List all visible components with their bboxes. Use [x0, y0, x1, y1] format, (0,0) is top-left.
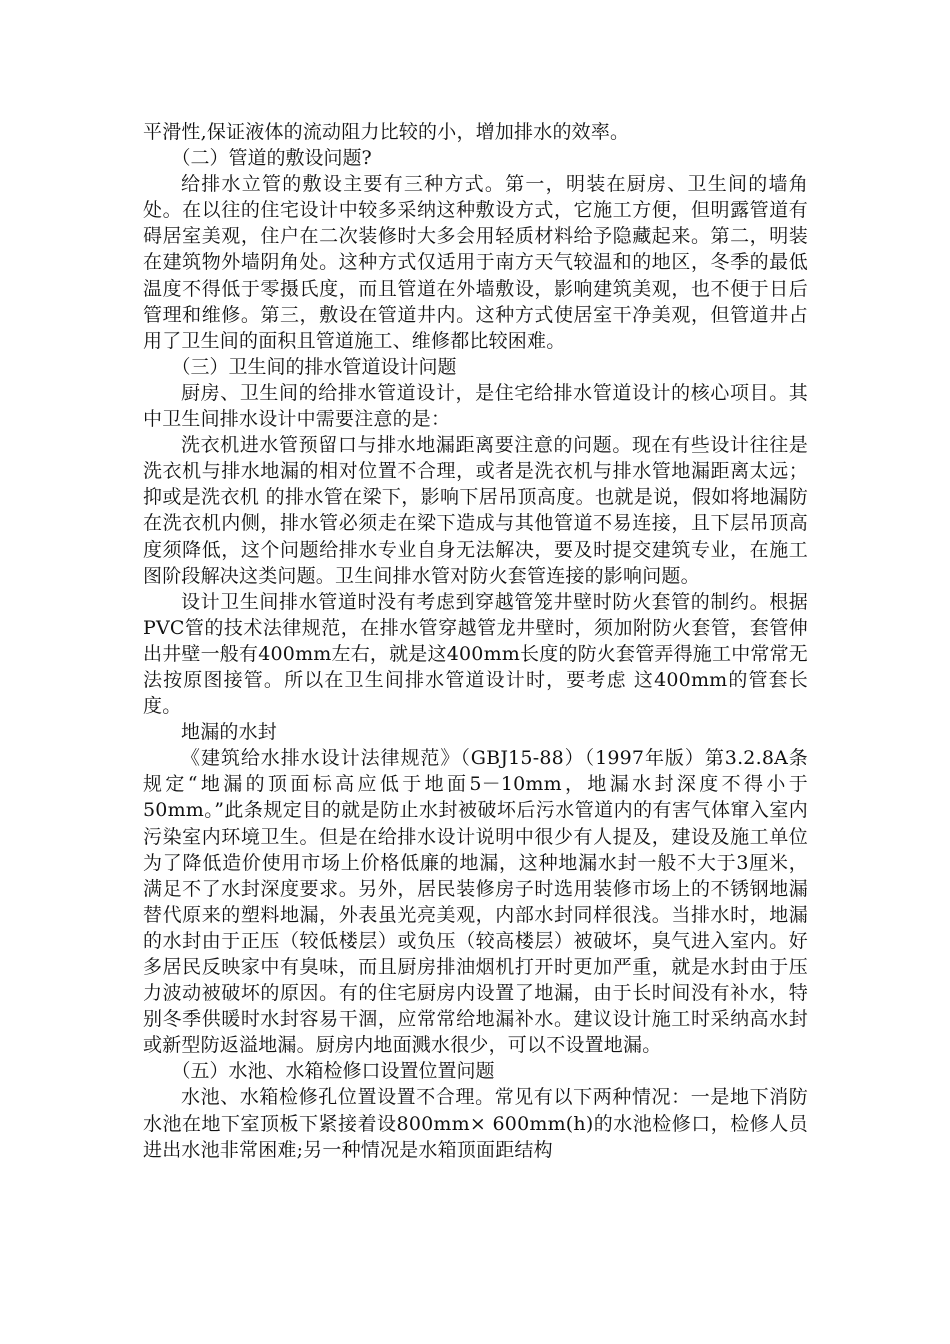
paragraph-drainage-efficiency: 平滑性,保证液体的流动阻力比较的小，增加排水的效率。: [143, 121, 630, 143]
paragraph-fire-sleeve: 设计卫生间排水管道时没有考虑到穿越管笼井壁时防火套管的制约。根据PVC管的技术法律规范，在排水管穿越管龙井壁时，须加附防火套管，套管伸出井壁一般有400mm左右，就是这400mm长度的防火套管弄得施工中常常无法按原图接管。所以在卫生间排水管道设计时，要考虑 这400mm的管套长度。: [143, 590, 808, 718]
document-page: [143, 119, 808, 1163]
paragraph-washing-machine-drain: 洗衣机进水管预留口与排水地漏距离要注意的问题。现在有些设计往往是洗衣机与排水地漏的相对位置不合理，或者是洗衣机与排水管地漏距离太远；抑或是洗衣机 的排水管在梁下，影响下居吊顶高度。也就是说，假如将地漏防在洗衣机内侧，排水管必须走在梁下造成与其他管道不易连接，且下层吊顶高度须降低，这个问题给排水专业自身无法解决，要及时提交建筑专业，在施工图阶段解决这类问题。卫生间排水管对防火套管连接的影响问题。: [143, 434, 808, 587]
heading-tank-access-hatch: （五）水池、水箱检修口设置位置问题: [171, 1060, 495, 1083]
heading-bathroom-drainage: （三）卫生间的排水管道设计问题: [171, 355, 457, 378]
paragraph-riser-laying-methods: 给排水立管的敷设主要有三种方式。第一，明装在厨房、卫生间的墙角处。在以往的住宅设计中较多采纳这种敷设方式，它施工方便，但明露管道有碍居室美观，住户在二次装修时大多会用轻质材料给予隐藏起来。第二，明装在建筑物外墙阴角处。这种方式仅适用于南方天气较温和的地区，冬季的最低温度不得低于零摄氏度，而且管道在外墙敷设，影响建筑美观，也不便于日后管理和维修。第三，敷设在管道井内。这种方式使居室干净美观，但管道井占用了卫生间的面积且管道施工、维修都比较困难。: [143, 173, 808, 352]
subheading-floor-drain-seal: 地漏的水封: [181, 721, 278, 744]
paragraph-access-hatch-issues: 水池、水箱检修孔位置设置不合理。常见有以下两种情况：一是地下消防水池在地下室顶板下紧接着设800mm× 600mm(h)的水池检修口，检修人员进出水池非常困难;另一种情况是水箱顶面距结构: [143, 1086, 808, 1161]
paragraph-kitchen-bathroom-design: 厨房、卫生间的给排水管道设计，是住宅给排水管道设计的核心项目。其中卫生间排水设计中需要注意的是：: [143, 381, 808, 431]
paragraph-water-seal-spec: 《建筑给水排水设计法律规范》（GBJ15-88）（1997年版）第3.2.8A条规定“地漏的顶面标高应低于地面5－10mm，地漏水封深度不得小于50mm。”此条规定目的就是防止水封被破坏后污水管道内的有害气体窜入室内污染室内环境卫生。但是在给排水设计说明中很少有人提及，建设及施工单位为了降低造价使用市场上价格低廉的地漏，这种地漏水封一般不大于3厘米，满足不了水封深度要求。另外，居民装修房子时选用装修市场上的不锈钢地漏替代原来的塑料地漏，外表虽光亮美观，内部水封同样很浅。当排水时，地漏的水封由于正压（较低楼层）或负压（较高楼层）被破坏，臭气进入室内。好多居民反映家中有臭味，而且厨房排油烟机打开时更加严重，就是水封由于压力波动被破坏的原因。有的住宅厨房内设置了地漏，由于长时间没有补水，特别冬季供暖时水封容易干涸，应常常给地漏补水。建议设计施工时采纳高水封或新型防返溢地漏。厨房内地面溅水很少，可以不设置地漏。: [143, 747, 808, 1057]
heading-pipe-laying: （二）管道的敷设问题?: [171, 147, 372, 170]
